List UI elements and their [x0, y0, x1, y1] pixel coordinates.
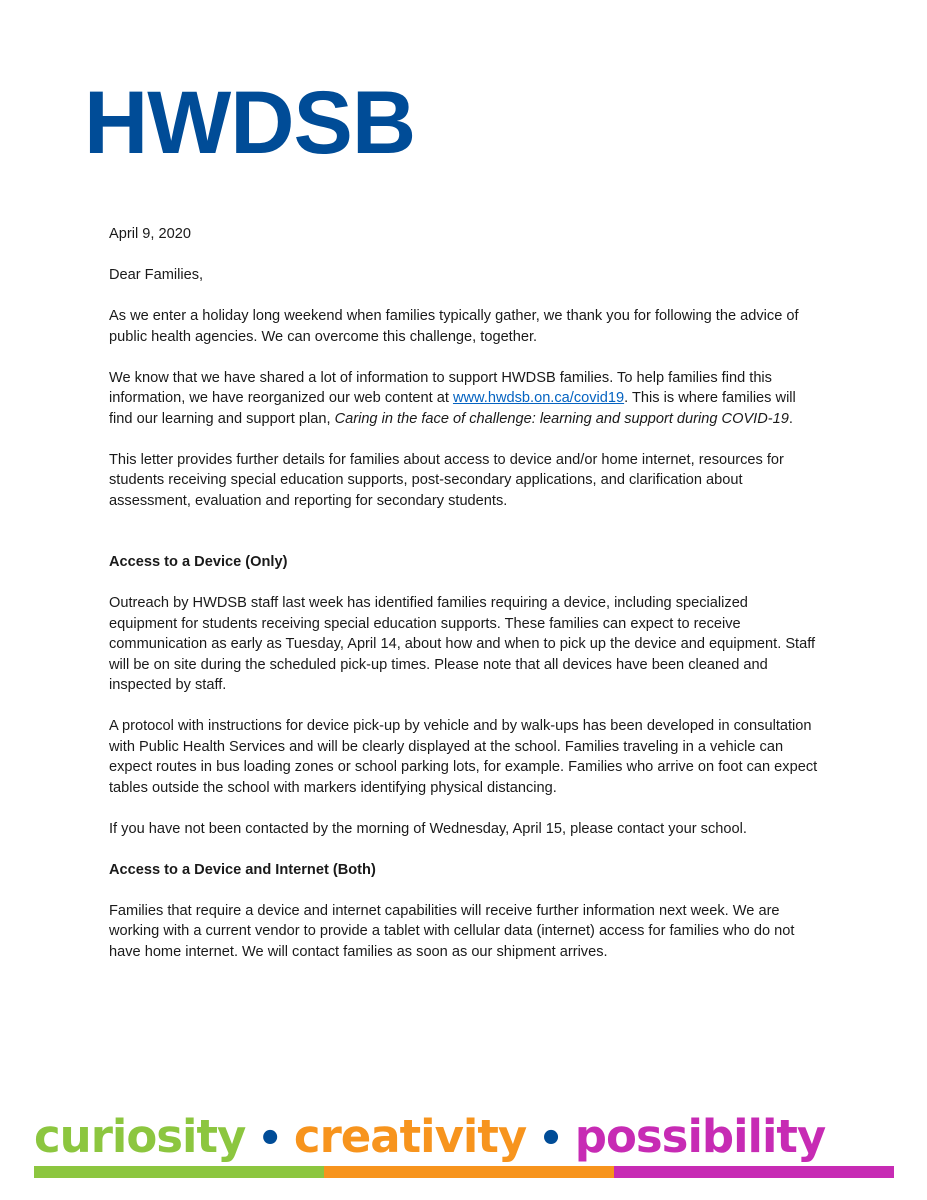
tagline-curiosity: curiosity: [34, 1110, 246, 1163]
tagline-possibility: possibility: [574, 1110, 826, 1163]
web-content-paragraph: [109, 368, 819, 430]
device-only-paragraph-3: If you have not been contacted by the morning of Wednesday, April 15, please contact your school.: [109, 820, 747, 837]
footer-bar-orange: [324, 1166, 614, 1178]
web-content-text: We know that we have shared a lot of information to support HWDSB families. To help families find this information, we have reorganized our web content at: [109, 369, 772, 406]
web-content-text-2: . This is where families will find our learning and support plan,: [109, 390, 796, 427]
device-only-paragraph-1: Outreach by HWDSB staff last week has identified families requiring a device, including specialized equipment for students receiving special education supports. These families can expect to receive communication as early as Tuesday, April 14, about how and when to pick up the device and equipment. Staff will be on site during the scheduled pick-up times. Please note that all devices have been cleaned and inspected by staff.: [109, 595, 816, 693]
footer-bar-green: [34, 1166, 324, 1178]
section-heading-device-internet: Access to a Device and Internet (Both): [109, 861, 376, 878]
device-internet-paragraph: Families that require a device and internet capabilities will receive further information next week. We are working with a current vendor to provide a tablet with cellular data (internet) access for families who do not have home internet. We will contact families as soon as our shipment arrives.: [109, 902, 795, 960]
covid19-link[interactable]: www.hwdsb.on.ca/covid19: [452, 390, 625, 406]
device-only-paragraph-2: A protocol with instructions for device pick-up by vehicle and by walk-ups has been developed in consultation with Public Health Services and will be clearly displayed at the school. Families traveling in a vehicle can expect routes in bus loading zones or school parking lots, for example. Families who arrive on foot can expect tables outside the school with markers identifying physical distancing.: [109, 718, 818, 796]
details-paragraph: This letter provides further details for families about access to device and/or home internet, resources for students receiving special education supports, post-secondary applications, and clarification about assessment, evaluation and reporting for secondary students.: [109, 451, 784, 509]
tagline-words: [34, 1106, 894, 1168]
salutation: Dear Families,: [109, 267, 204, 283]
tagline-creativity: creativity: [293, 1110, 527, 1163]
section-heading-device-only: Access to a Device (Only): [109, 554, 288, 570]
web-content-end: .: [788, 410, 793, 427]
letter-date: April 9, 2020: [109, 226, 191, 242]
footer-tagline: [34, 1106, 894, 1180]
tagline-separator-dot: •: [257, 1116, 282, 1162]
intro-paragraph: As we enter a holiday long weekend when families typically gather, we thank you for following the advice of public health agencies. We can overcome this challenge, together.: [109, 308, 799, 345]
footer-bar-magenta: [614, 1166, 894, 1178]
plan-title: Caring in the face of challenge: learning and support during COVID-19: [334, 410, 789, 427]
tagline-separator-dot: •: [538, 1116, 563, 1162]
hwdsb-logo: HWDSB: [84, 72, 416, 172]
letter-body: [109, 224, 819, 962]
